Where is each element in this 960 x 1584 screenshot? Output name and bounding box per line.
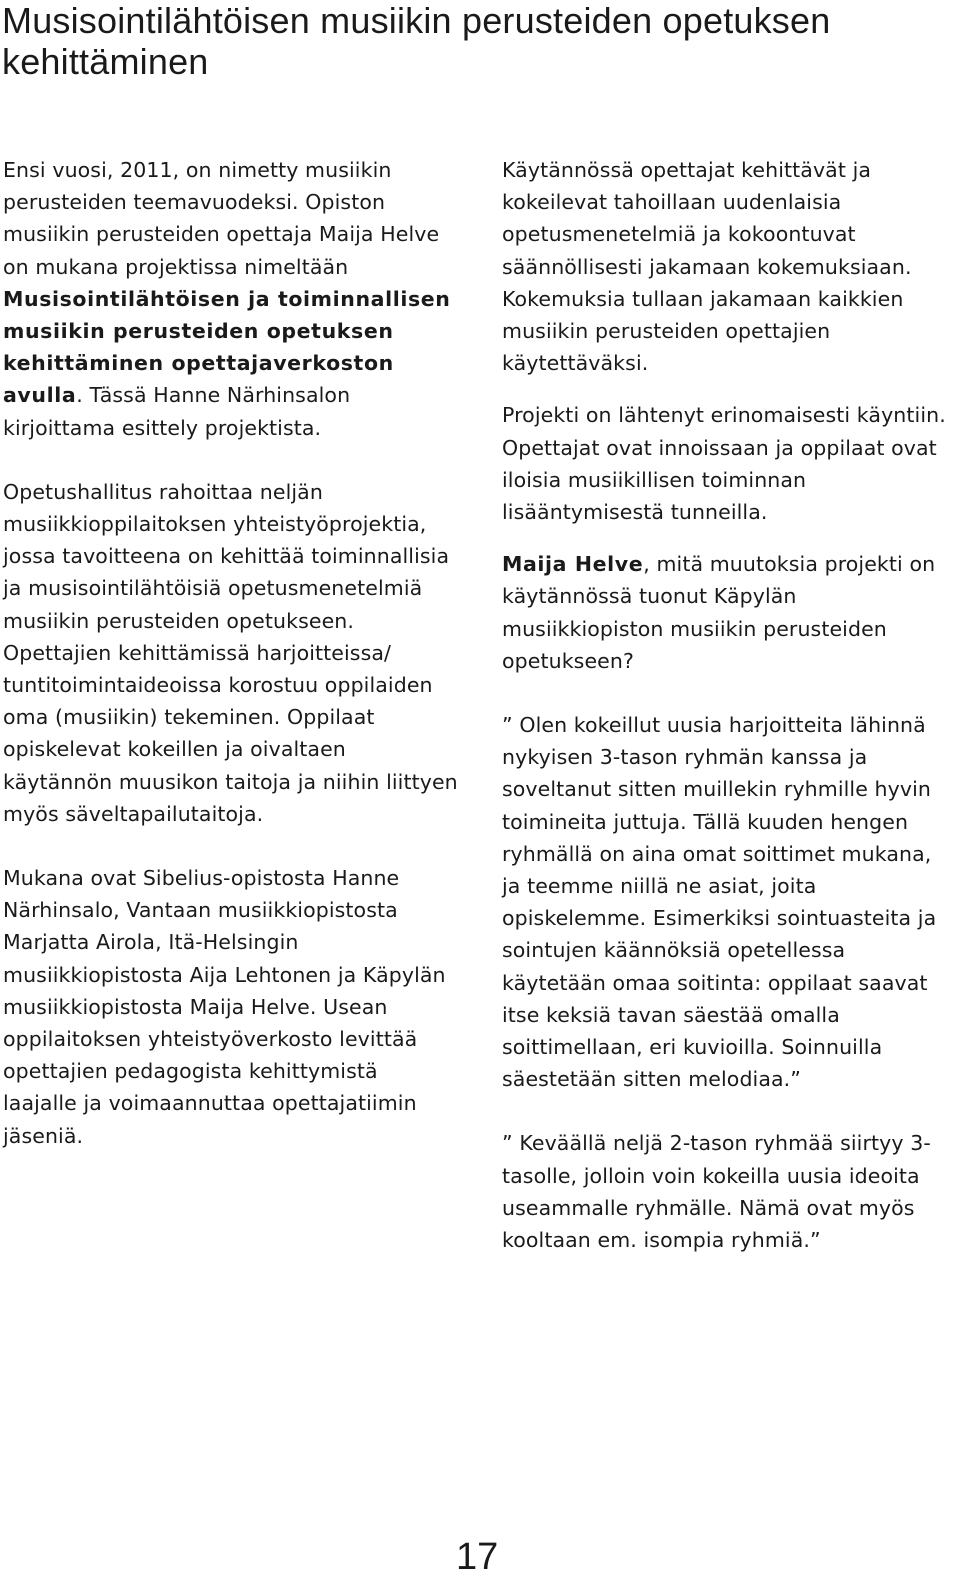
participants-paragraph: Mukana ovat Sibelius-opistosta Hanne Närhinsalo, Vantaan musiikkiopistosta Marjatta Airola, Itä-Helsingin musiikkiopistosta Aija Lehtonen ja Käpylän musiikkiopistosta Maija Helve. Usean oppilaitoksen yhteistyöverkosto levittää opettajien pedagogista kehittymistä laajalle ja voimaannuttaa opettajatiimin jäseniä. (3, 866, 446, 1148)
article-title: Musisointilähtöisen musiikin perusteiden opetuksen kehittäminen (2, 0, 831, 82)
paragraph-gap (3, 830, 458, 862)
funding-paragraph: Opetushallitus rahoittaa neljän musiikkioppilaitoksen yhteistyöprojektia, jossa tavoitteena on kehittää toiminnallisia ja musisointilähtöisiä opetusmenetelmiä musiikin perusteiden opetukseen. Opettajien kehittämissä harjoitteissa/ tuntitoimintaideoissa korostuu oppilaiden oma (musiikin) tekeminen. Oppilaat opiskelevat kokeillen ja oivaltaen käytännön muusikon taitoja ja niihin liittyen myös säveltapailutaitoja. (3, 479, 458, 826)
left-column (3, 154, 458, 1152)
paragraph-gap (502, 1095, 954, 1127)
intro-text-start: Ensi vuosi, 2011, on nimetty musiikin perusteiden teemavuodeksi. Opiston musiikin perusteiden opettaja Maija Helve on mukana projektissa nimeltään (3, 158, 440, 279)
paragraph-gap (502, 528, 954, 548)
right-column (502, 154, 954, 1256)
progress-paragraph: Projekti on lähtenyt erinomaisesti käyntiin. Opettajat ovat innoissaan ja oppilaat ovat iloisia musiikillisen toiminnan lisääntymisestä tunneilla. (502, 403, 946, 525)
practice-paragraph: Käytännössä opettajat kehittävät ja kokeilevat tahoillaan uudenlaisia opetusmenetelmiä ja kokoontuvat säännöllisesti jakamaan kokemuksiaan. (502, 158, 912, 279)
question-text: , mitä muutoksia projekti on käytännössä tuonut Käpylän musiikkiopiston musiikin perusteiden opetukseen? (502, 552, 936, 673)
intro-text-end: . Tässä Hanne Närhinsalon kirjoittama esittely projektista. (3, 383, 351, 440)
answer-quote-2: ” Keväällä neljä 2-tason ryhmää siirtyy 3-tasolle, jolloin voin kokeilla uusia ideoita useammalle ryhmälle. Nämä ovat myös kooltaan em. isompia ryhmiä.” (502, 1131, 931, 1253)
answer-quote-1: ” Olen kokeillut uusia harjoitteita lähinnä nykyisen 3-tason ryhmän kanssa ja soveltanut sitten muillekin ryhmille hyvin toimineita juttuja. Tällä kuuden hengen ryhmällä on aina omat soittimet mukana, ja teemme niillä ne asiat, joita opiskelemme. Esimerkiksi sointuasteita ja sointujen käännöksiä opetellessa käytetään omaa soitinta: oppilaat saavat itse keksiä tavan säestää omalla soittimellaan, eri kuvioilla. Soinnuilla säestetään sitten melodiaa.” (502, 713, 937, 1092)
interview-question (502, 548, 954, 677)
intro-paragraph (3, 154, 458, 444)
paragraph-gap (502, 379, 954, 399)
sharing-paragraph: Kokemuksia tullaan jakamaan kaikkien musiikin perusteiden opettajien käytettäväksi. (502, 286, 904, 376)
paragraph-gap (3, 444, 458, 476)
page-number: 17 (456, 1536, 499, 1578)
project-name: Musisointilähtöisen ja toiminnallisen musiikin perusteiden opetuksen kehittäminen opettajaverkoston avulla (3, 286, 451, 408)
paragraph-gap (502, 677, 954, 709)
interviewee-name: Maija Helve (502, 552, 644, 577)
